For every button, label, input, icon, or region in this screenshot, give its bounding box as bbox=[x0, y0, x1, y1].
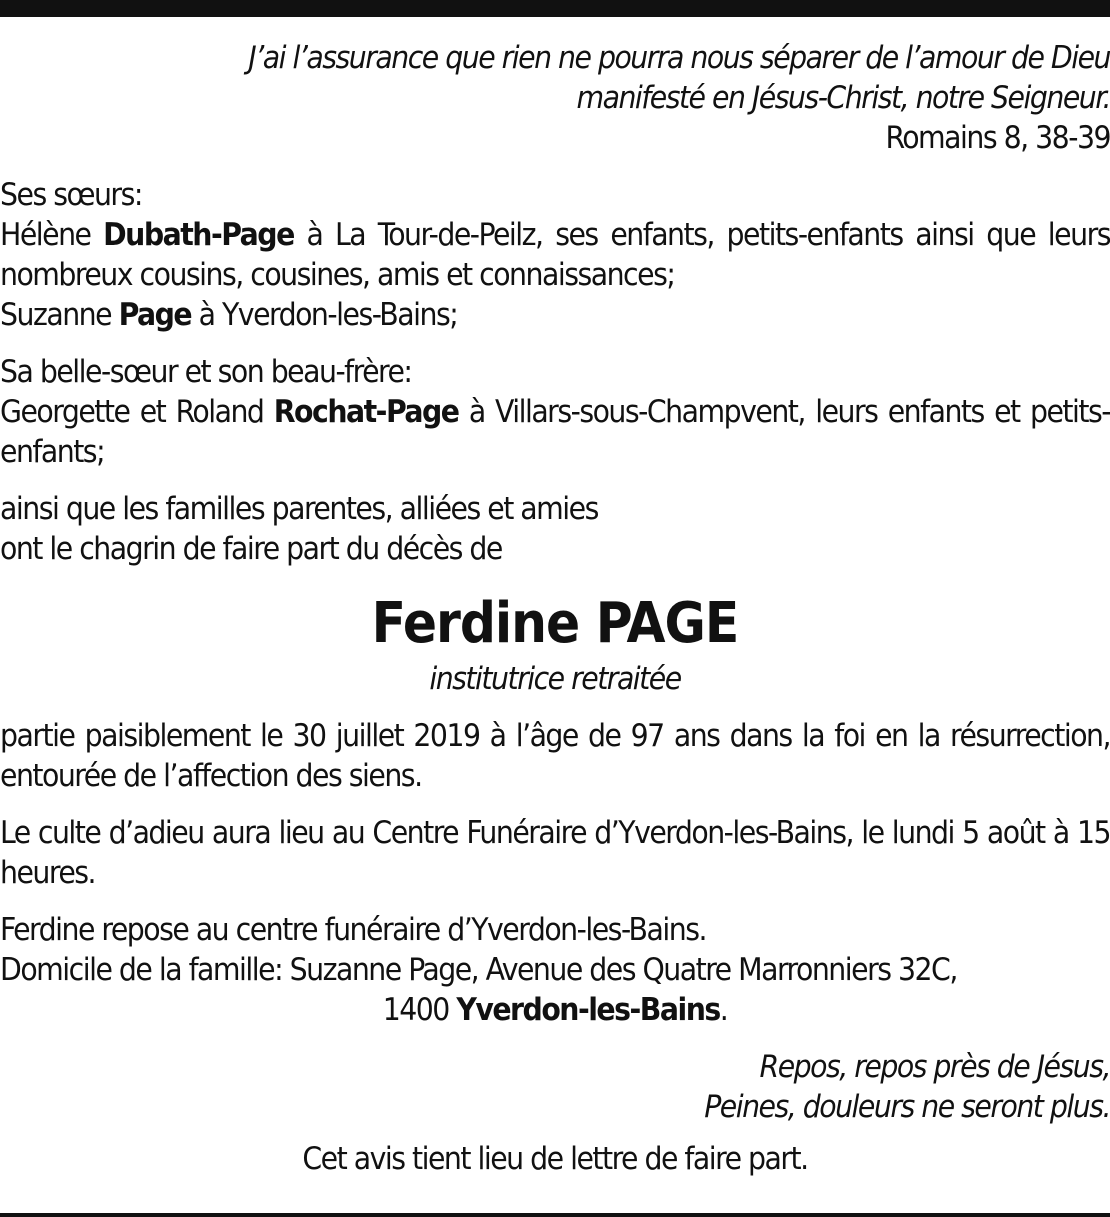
obituary-notice bbox=[0, 38, 1110, 1179]
helene-surname: Dubath-Page bbox=[103, 217, 294, 253]
in-laws-surname: Rochat-Page bbox=[273, 394, 459, 430]
rest-paragraph bbox=[0, 910, 1110, 1030]
top-rule bbox=[0, 0, 1110, 17]
epigraph-line-1: J’ai l’assurance que rien ne pourra nous séparer de l’amour de Dieu bbox=[248, 40, 1110, 76]
family-address: Domicile de la famille: Suzanne Page, Avenue des Quatre Marronniers 32C, bbox=[0, 952, 957, 988]
bottom-rule bbox=[0, 1213, 1110, 1217]
in-laws-prefix: Georgette et Roland bbox=[0, 394, 274, 430]
city-end: . bbox=[719, 992, 728, 1028]
suzanne-suffix: à Yverdon-les-Bains; bbox=[191, 297, 458, 333]
sister-suzanne bbox=[0, 295, 1110, 335]
passing-paragraph: partie paisiblement le 30 juillet 2019 à l’âge de 97 ans dans la foi en la résurrection, entourée de l’affection des siens. bbox=[0, 718, 1110, 794]
notice-footer: Cet avis tient lieu de lettre de faire part. bbox=[302, 1141, 808, 1177]
postcode: 1400 bbox=[382, 992, 457, 1028]
suzanne-surname: Page bbox=[118, 297, 192, 333]
helene-prefix: Hélène bbox=[0, 217, 104, 253]
epigraph-line-2: manifesté en Jésus-Christ, notre Seigneur. bbox=[576, 80, 1110, 116]
closing-verse-line-1: Repos, repos près de Jésus, bbox=[759, 1049, 1110, 1085]
deceased-name: Ferdine PAGE bbox=[371, 591, 739, 656]
in-laws-entry bbox=[0, 392, 1110, 472]
families-paragraph bbox=[0, 489, 1110, 569]
rest-line: Ferdine repose au centre funéraire d’Yverdon-les-Bains. bbox=[0, 912, 706, 948]
sisters-heading: Ses sœurs: bbox=[0, 177, 142, 213]
closing-verse-line-2: Peines, douleurs ne seront plus. bbox=[704, 1089, 1110, 1125]
in-laws-suffix: à Villars-sous-Champvent, leurs enfants et petits-enfants; bbox=[0, 394, 1110, 470]
sister-helene bbox=[0, 215, 1110, 295]
city-name: Yverdon-les-Bains bbox=[456, 992, 720, 1028]
suzanne-prefix: Suzanne bbox=[0, 297, 119, 333]
deceased-occupation: institutrice retraitée bbox=[429, 661, 681, 697]
helene-suffix: à La Tour-de-Peilz, ses enfants, petits-enfants ainsi que leurs nombreux cousins, cousines, amis et connaissances; bbox=[0, 217, 1110, 293]
epigraph bbox=[0, 38, 1110, 118]
in-laws-heading: Sa belle-sœur et son beau-frère: bbox=[0, 354, 412, 390]
epigraph-reference: Romains 8, 38-39 bbox=[885, 120, 1110, 156]
closing-verse bbox=[0, 1047, 1110, 1127]
families-line-1: ainsi que les familles parentes, alliées et amies bbox=[0, 491, 598, 527]
families-line-2: ont le chagrin de faire part du décès de bbox=[0, 531, 502, 567]
family-city-line bbox=[0, 990, 1110, 1030]
service-paragraph: Le culte d’adieu aura lieu au Centre Funéraire d’Yverdon-les-Bains, le lundi 5 août à 15 heures. bbox=[0, 815, 1110, 891]
